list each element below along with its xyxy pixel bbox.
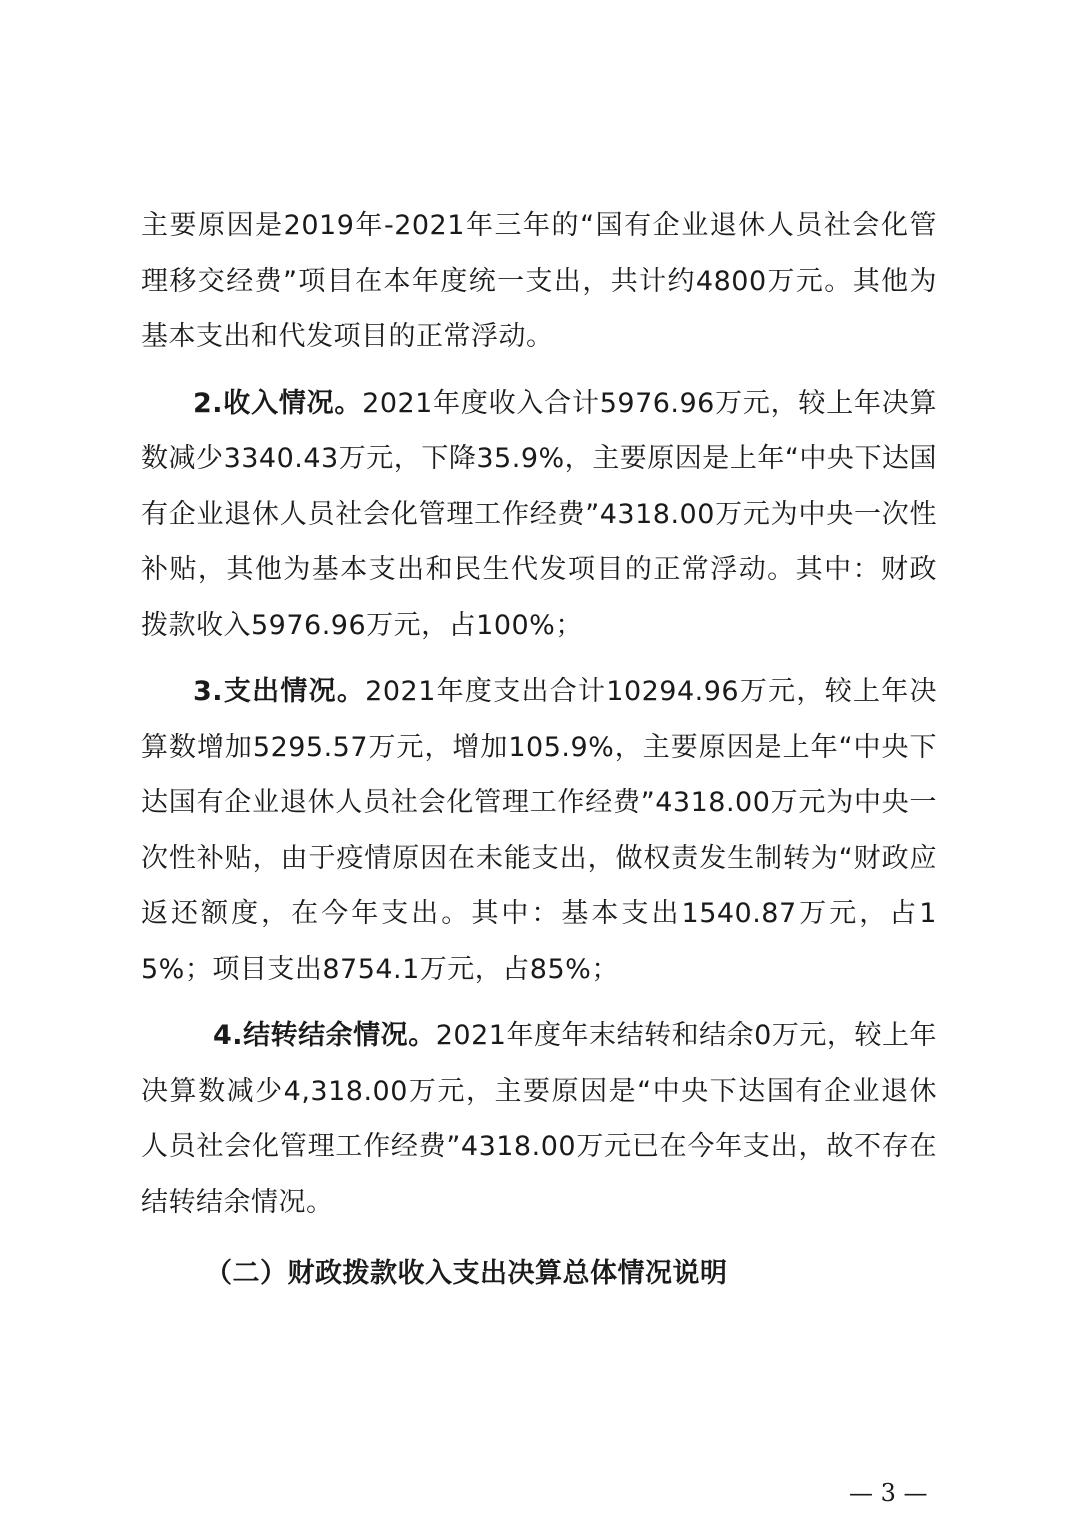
paragraph-text: 2021年度收入合计5976.96万元，较上年决算数减少3340.43万元，下降35.9%，主要原因是上年“中央下达国有企业退休人员社会化管理工作经费”4318.00万元为中央一次性补贴，其他为基本支出和民生代发项目的正常浮动。其中：财政拨款收入5976.96万元，占100%； (141, 387, 937, 641)
paragraph-income (141, 376, 937, 654)
page-number: — 3 — (849, 1479, 928, 1507)
paragraph-carryover (141, 1008, 937, 1230)
paragraph-text: 主要原因是2019年-2021年三年的“国有企业退休人员社会化管理移交经费”项目在本年度统一支出，共计约4800万元。其他为基本支出和代发项目的正常浮动。 (141, 210, 937, 352)
paragraph-expenditure (141, 664, 937, 997)
paragraph-lead: 4.结转结余情况。 (213, 1020, 436, 1051)
document-body (141, 198, 937, 1302)
paragraph-continuation (141, 198, 937, 365)
paragraph-text: 2021年度年末结转和结余0万元，较上年决算数减少4,318.00万元，主要原因是“中央下达国有企业退休人员社会化管理工作经费”4318.00万元已在今年支出，故不存在结转结余情况。 (141, 1020, 937, 1218)
paragraph-text: 2021年度支出合计10294.96万元，较上年决算数增加5295.57万元，增加105.9%，主要原因是上年“中央下达国有企业退休人员社会化管理工作经费”4318.00万元为中央一次性补贴，由于疫情原因在未能支出，做权责发生制转为“财政应返还额度，在今年支出。其中：基本支出1540.87万元，占15%；项目支出8754.1万元，占85%； (141, 676, 937, 985)
paragraph-lead: 3.支出情况。 (193, 676, 366, 707)
paragraph-lead: 2.收入情况。 (193, 387, 363, 419)
section-heading: （二）财政拨款收入支出决算总体情况说明 (205, 1258, 728, 1289)
